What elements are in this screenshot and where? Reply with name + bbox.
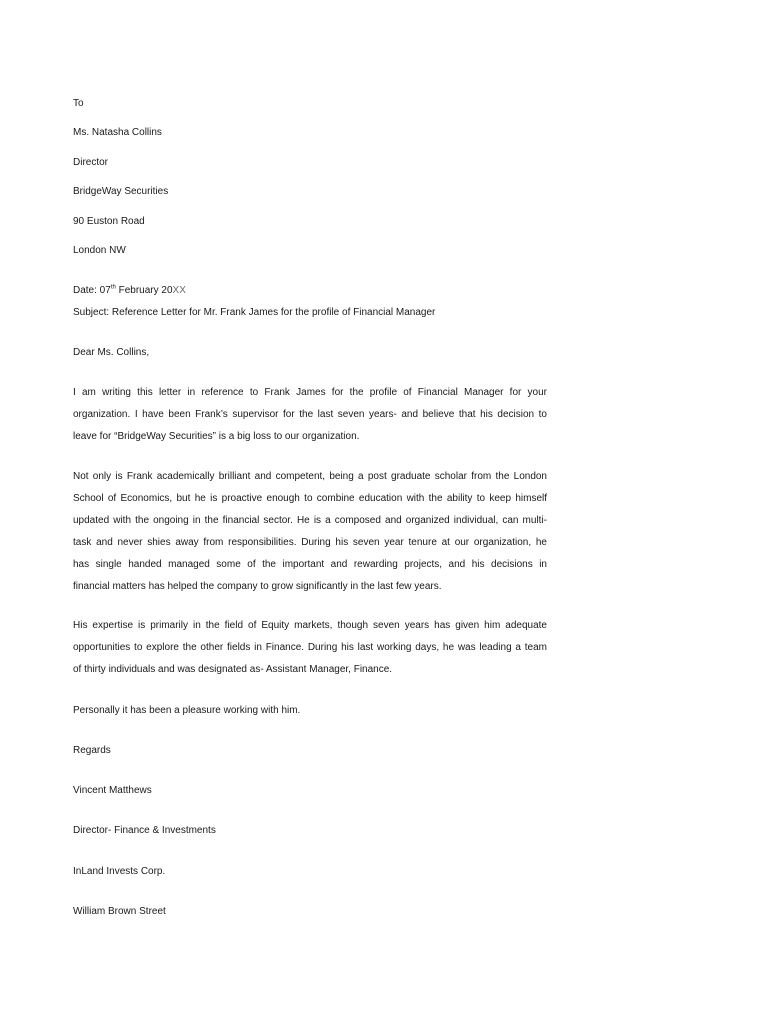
year-placeholder: XX [172,285,186,296]
recipient-name: Ms. Natasha Collins [73,127,162,138]
sender-title: Director- Finance & Investments [73,825,216,836]
body-paragraph-1: I am writing this letter in reference to Frank James for the profile of Financial Manager for your organization. I have been Frank’s supervisor for the last seven years- and believe that his decision to leave for “BridgeWay Securities” is a big loss to our organization. [73,387,547,442]
recipient-city: London NW [73,245,126,256]
body-paragraph-3: His expertise is primarily in the field of Equity markets, though seven years has given him adequate opportunities to explore the other fields in Finance. During his last working days, he was leading a team of thirty individuals and was designated as- Assistant Manager, Finance. [73,620,547,675]
regards: Regards [73,745,111,756]
body-paragraph-2: Not only is Frank academically brilliant and competent, being a post graduate scholar from the London School of Economics, but he is proactive enough to combine education with the ability to keep himself updated with the ongoing in the financial sector. He is a composed and organized individual, can multi- task and never shies away from responsibilities. During his seven year tenure at our organization, he has single handed managed some of the important and rewarding projects, and his decisions in financial matters has helped the company to grow significantly in the last few years. [73,471,547,592]
sender-street: William Brown Street [73,906,166,917]
recipient-title: Director [73,157,109,168]
recipient-street: 90 Euston Road [73,216,145,227]
salutation: Dear Ms. Collins, [73,347,150,358]
date-ordinal: th [110,284,116,291]
letter-date: Date: 07th February 20XX [73,284,186,296]
sender-company: InLand Invests Corp. [73,866,166,877]
closing-line: Personally it has been a pleasure working with him. [73,705,301,716]
sender-name: Vincent Matthews [73,785,152,796]
letter-subject: Subject: Reference Letter for Mr. Frank James for the profile of Financial Manager [73,307,436,318]
recipient-company: BridgeWay Securities [73,186,169,197]
to-label: To [73,98,84,109]
